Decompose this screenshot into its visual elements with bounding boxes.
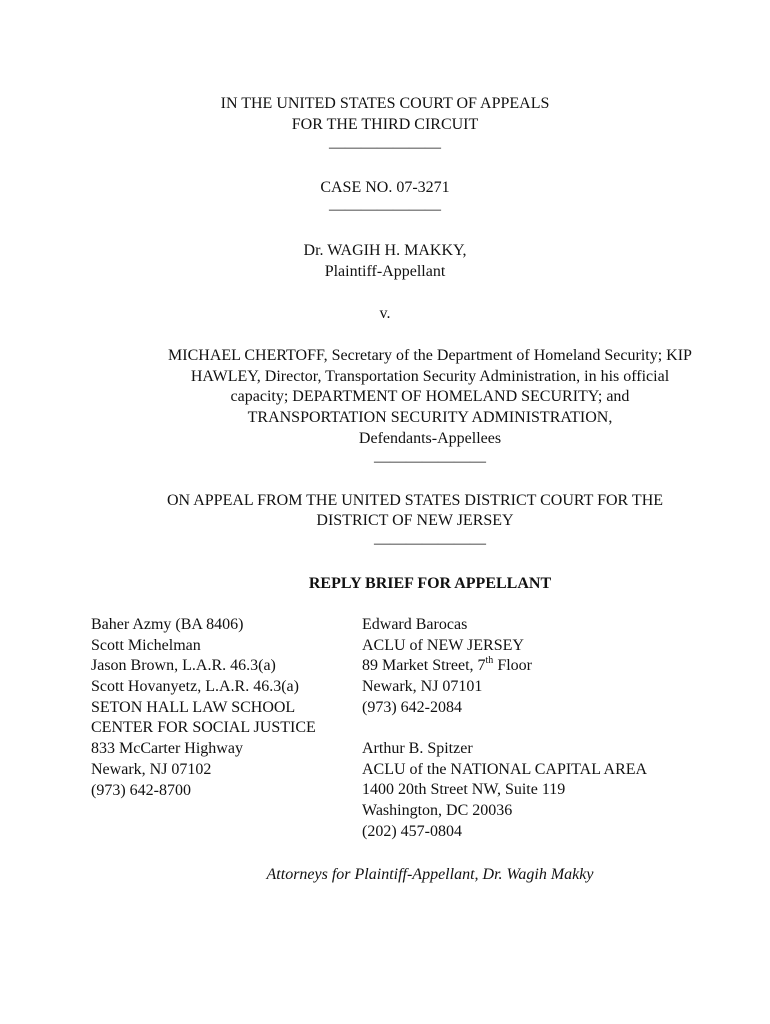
counsel-right-block1 bbox=[362, 615, 532, 718]
counsel-line: Scott Michelman bbox=[91, 636, 201, 654]
plaintiff-name: Dr. WAGIH H. MAKKY, bbox=[303, 242, 467, 259]
defendants-line: HAWLEY, Director, Transportation Security Administration, in his official bbox=[190, 368, 670, 385]
defendants-line: TRANSPORTATION SECURITY ADMINISTRATION, bbox=[247, 409, 613, 426]
counsel-line: Newark, NJ 07101 bbox=[362, 678, 483, 696]
counsel-right-block2 bbox=[362, 739, 647, 842]
defendants-role: Defendants-Appellees bbox=[358, 430, 502, 447]
counsel-line: SETON HALL LAW SCHOOL bbox=[91, 698, 296, 716]
divider-rule: ——————— bbox=[374, 535, 486, 552]
counsel-line: (973) 642-8700 bbox=[91, 781, 191, 799]
counsel-line: 833 McCarter Highway bbox=[91, 740, 243, 758]
counsel-line: ACLU of NEW JERSEY bbox=[362, 636, 524, 654]
counsel-line: Newark, NJ 07102 bbox=[91, 760, 212, 778]
court-name-line2: FOR THE THIRD CIRCUIT bbox=[291, 116, 479, 133]
divider-rule: ——————— bbox=[329, 201, 441, 218]
appeal-line1: ON APPEAL FROM THE UNITED STATES DISTRICT COURT FOR THE bbox=[166, 492, 664, 509]
brief-title: REPLY BRIEF FOR APPELLANT bbox=[308, 575, 552, 592]
counsel-line: Washington, DC 20036 bbox=[362, 802, 513, 820]
counsel-left-block bbox=[91, 615, 316, 801]
divider-rule: ——————— bbox=[374, 453, 486, 470]
court-name-line1: IN THE UNITED STATES COURT OF APPEALS bbox=[220, 95, 550, 112]
counsel-line: Scott Hovanyetz, L.A.R. 46.3(a) bbox=[91, 678, 299, 696]
case-number: CASE NO. 07-3271 bbox=[320, 179, 450, 196]
counsel-line: Baher Azmy (BA 8406) bbox=[91, 616, 244, 633]
plaintiff-role: Plaintiff-Appellant bbox=[324, 263, 446, 280]
counsel-line: Edward Barocas bbox=[362, 616, 468, 633]
appeal-line2: DISTRICT OF NEW JERSEY bbox=[316, 512, 514, 529]
divider-rule: ——————— bbox=[329, 139, 441, 156]
counsel-line: 1400 20th Street NW, Suite 119 bbox=[362, 781, 566, 799]
counsel-line: Arthur B. Spitzer bbox=[362, 740, 473, 757]
defendants-line: capacity; DEPARTMENT OF HOMELAND SECURITY; and bbox=[230, 388, 630, 405]
counsel-street-line: 89 Market Street, 7th Floor bbox=[362, 655, 532, 675]
counsel-line: Jason Brown, L.A.R. 46.3(a) bbox=[91, 657, 276, 675]
versus: v. bbox=[379, 305, 391, 322]
attorneys-for: Attorneys for Plaintiff-Appellant, Dr. Wagih Makky bbox=[266, 866, 594, 883]
counsel-line: CENTER FOR SOCIAL JUSTICE bbox=[91, 719, 316, 737]
counsel-line: ACLU of the NATIONAL CAPITAL AREA bbox=[362, 760, 648, 778]
counsel-line: (973) 642-2084 bbox=[362, 698, 462, 716]
defendants-line: MICHAEL CHERTOFF, Secretary of the Department of Homeland Security; KIP bbox=[168, 347, 692, 364]
counsel-line: (202) 457-0804 bbox=[362, 822, 462, 840]
